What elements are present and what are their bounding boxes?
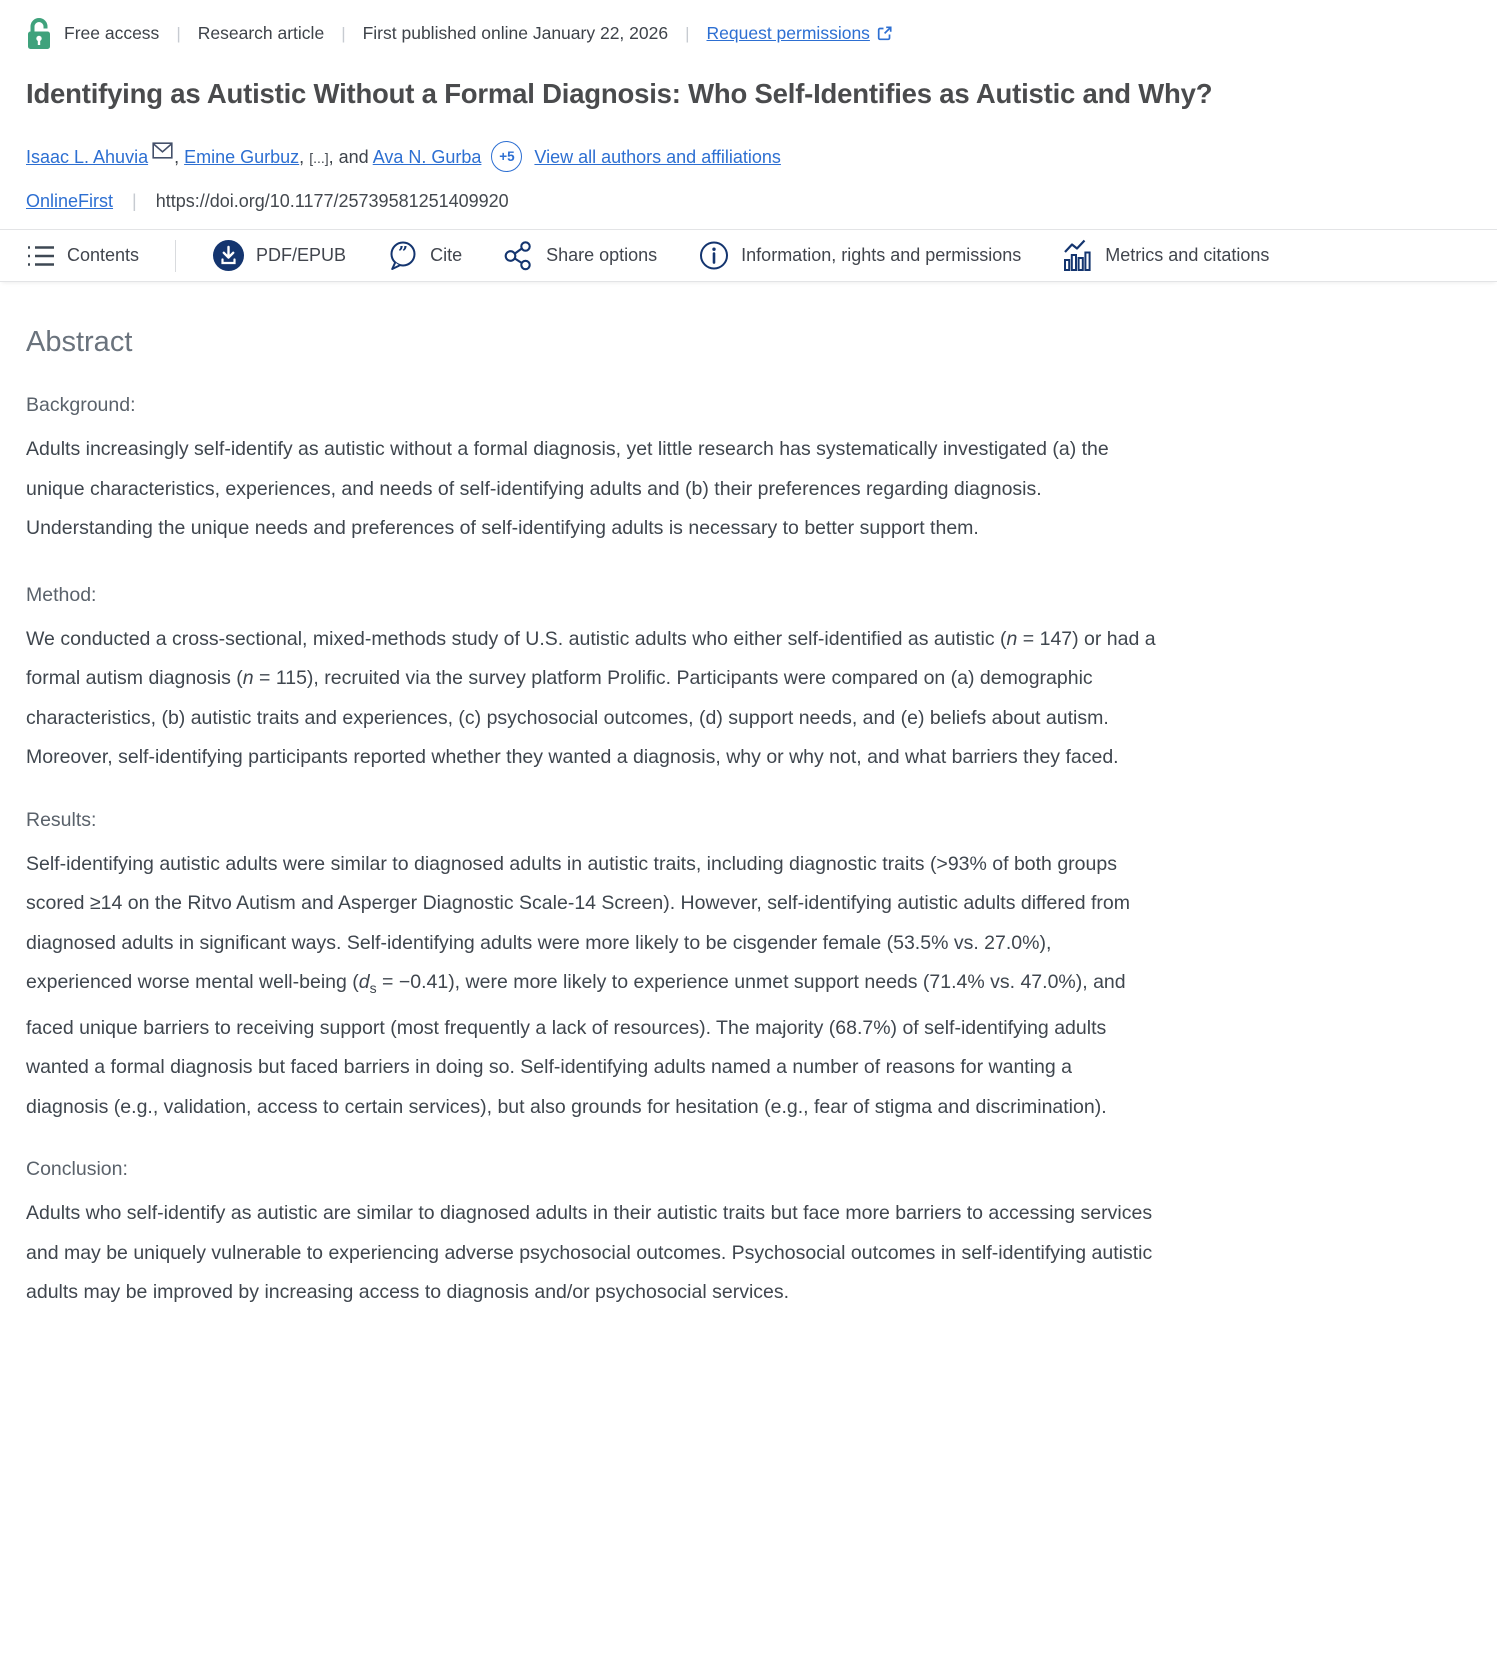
section-paragraph-results: Self-identifying autistic adults were similar to diagnosed adults in autistic traits, including diagnostic traits (>93% of both groups scored ≥14 on the Ritvo Autism and Asperger Diagnostic Scale-14 Screen). However, self-identifying autistic adults differed from diagnosed adults in significant ways. Self-identifying adults were more likely to be cisgender female (53.5% vs. 27.0%), experienced worse mental well-being $(d_s = -0.41)$, were more likely to experience unmet support needs (71.4% vs. 47.0%), and faced unique barriers to receiving support (most frequently a lack of resources). The majority (68.7%) of self-identifying adults wanted a formal diagnosis but faced barriers in doing so. Self-identifying adults named a number of reasons for wanting a diagnosis (e.g., validation, access to certain services), but also grounds for hesitation (e.g., fear of stigma and discrimination). (26, 852, 1130, 1118)
section-paragraph-background: Adults increasingly self-identify as autistic without a formal diagnosis, yet little research has systematically investigated (a) the unique characteristics, experiences, and needs of self-identifying adults and (b) their preferences regarding diagnosis. Understanding the unique needs and preferences of self-identifying adults is necessary to better support them. (26, 438, 1109, 540)
article-toolbar (0, 229, 1497, 282)
download-icon (212, 239, 245, 272)
page-bottom-spacer (26, 1313, 1471, 1417)
email-envelope-icon[interactable] (152, 142, 173, 159)
author-link-gurba[interactable]: Ava N. Gurba (372, 147, 482, 168)
section-paragraph-conclusion: Adults who self-identify as autistic are similar to diagnosed adults in their autistic traits but face more barriers to accessing services and may be uniquely vulnerable to experiencing adverse psychosocial outcomes. Psychosocial outcomes in self-identifying autistic adults may be improved by increasing access to diagnosis and/or psychosocial services. (26, 1202, 1153, 1304)
more-authors-badge[interactable]: +5 (491, 141, 522, 172)
cite-quote-icon (387, 239, 419, 272)
request-permissions-link[interactable] (707, 23, 893, 44)
share-options-button[interactable] (503, 239, 657, 272)
view-all-authors-link[interactable]: View all authors and affiliations (534, 147, 781, 168)
author-link-ahuvia[interactable]: Isaac L. Ahuvia (26, 147, 149, 168)
request-permissions-label: Request permissions (706, 23, 870, 43)
contents-list-icon (26, 242, 56, 270)
pubinfo-separator: | (132, 191, 137, 212)
external-link-icon (876, 25, 893, 42)
abstract-section (0, 326, 1497, 1416)
open-lock-icon (26, 17, 52, 50)
information-rights-button[interactable] (698, 239, 1021, 272)
section-heading-results: Results: (26, 808, 97, 831)
metrics-citations-button[interactable] (1062, 239, 1269, 272)
meta-separator: | (685, 23, 690, 43)
author-link-gurbuz[interactable]: Emine Gurbuz (184, 147, 300, 168)
share-options-label: Share options (546, 245, 658, 266)
section-paragraph-method: We conducted a cross-sectional, mixed-methods study of U.S. autistic adults who either self-identified as autistic (n = 147) or had a formal autism diagnosis (n = 115), recruited via the survey platform Prolific. Participants were compared on (a) demographic characteristics, (b) autistic traits and experiences, (c) psychosocial outcomes, (d) support needs, and (e) beliefs about autism. Moreover, self-identifying participants reported whether they wanted a diagnosis, why or why not, and what barriers they faced. (26, 627, 1156, 769)
author-separator: , (299, 147, 310, 168)
section-heading-method: Method: (26, 583, 97, 606)
access-label: Free access (64, 23, 160, 43)
article-type-label: Research article (197, 23, 325, 43)
cite-label: Cite (430, 245, 463, 266)
author-separator: , and (328, 147, 373, 168)
publication-info-row (26, 191, 1471, 212)
abstract-heading: Abstract (26, 326, 133, 359)
metrics-chart-icon (1062, 239, 1094, 272)
section-heading-conclusion: Conclusion: (26, 1158, 128, 1181)
article-header (0, 0, 1497, 212)
article-meta-row (26, 0, 1471, 50)
information-rights-label: Information, rights and permissions (741, 245, 1022, 266)
doi-text: https://doi.org/10.1177/25739581251409920 (155, 191, 509, 212)
author-separator: , (174, 147, 185, 168)
cite-button[interactable] (387, 239, 462, 272)
info-icon (698, 239, 730, 272)
authors-ellipsis: [...] (309, 150, 329, 167)
metrics-citations-label: Metrics and citations (1105, 245, 1270, 266)
published-date-label: First published online January 22, 2026 (362, 23, 669, 43)
authors-row (26, 142, 1471, 174)
share-icon (503, 239, 535, 272)
contents-button[interactable] (26, 242, 139, 270)
pdf-epub-button[interactable] (212, 239, 346, 272)
page-title: Identifying as Autistic Without a Formal Diagnosis: Who Self-Identifies as Autistic and Why? (26, 78, 1213, 109)
toolbar-divider (175, 240, 176, 272)
svg-text:”: ” (398, 243, 408, 264)
contents-label: Contents (67, 245, 140, 266)
pdf-epub-label: PDF/EPUB (256, 245, 347, 266)
meta-separator: | (341, 23, 346, 43)
meta-separator: | (176, 23, 181, 43)
online-first-link[interactable]: OnlineFirst (26, 191, 114, 212)
section-heading-background: Background: (26, 394, 136, 417)
